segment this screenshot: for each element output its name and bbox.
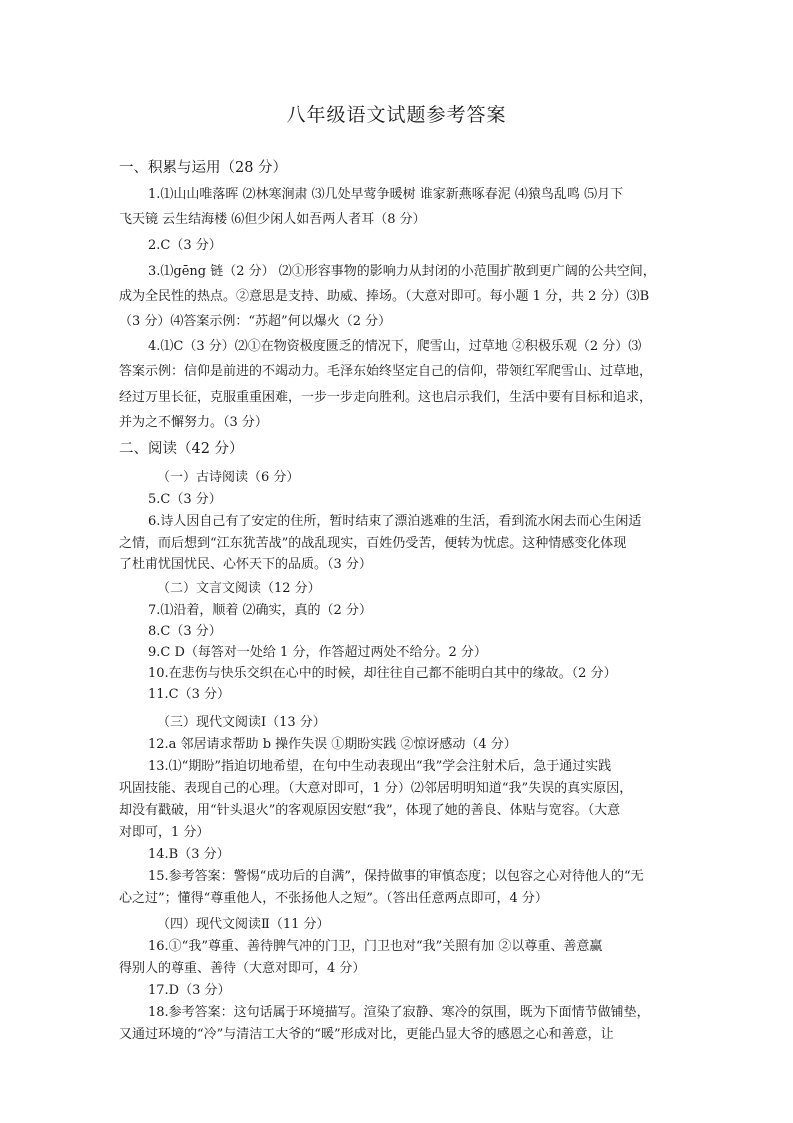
answer-line: （3 分）⑷答案示例：“苏超”何以爆火（2 分） bbox=[119, 314, 392, 329]
answer-line: 了杜甫忧国忧民、心怀天下的品质。（3 分） bbox=[119, 557, 372, 572]
subsection-heading: （三）现代文阅读Ⅰ（13 分） bbox=[157, 715, 326, 730]
answer-line: 巩固技能、表现自己的心理。（大意对即可，1 分）⑵邻居明明知道“我”失误的真实原因， bbox=[119, 781, 633, 796]
answer-line: 14.B（3 分） bbox=[148, 847, 230, 862]
answer-line: 4.⑴C（3 分）⑵①在物资极度匮乏的情况下，爬雪山，过草地 ②积极乐观（2 分）⑶ bbox=[148, 339, 642, 354]
answer-line: 16.①“我”尊重、善待脾气冲的门卫，门卫也对“我”关照有加 ②以尊重、善意赢 bbox=[148, 939, 603, 954]
subsection-heading: （一）古诗阅读（6 分） bbox=[157, 470, 300, 485]
answer-line: 得别人的尊重、善待（大意对即可，4 分） bbox=[119, 961, 366, 976]
answer-line: 并为之不懈努力。（3 分） bbox=[119, 415, 268, 430]
answer-line: 又通过环境的“冷”与清洁工大爷的“暖”形成对比，更能凸显大爷的感恩之心和善意，让 bbox=[119, 1027, 614, 1042]
answer-line: 13.⑴“期盼”指迫切地希望，在句中生动表现出“我”学会注射术后，急于通过实践 bbox=[148, 759, 612, 774]
answer-line: 15.参考答案：警惕“成功后的自满”，保持做事的审慎态度；以包容之心对待他人的“无 bbox=[148, 869, 644, 884]
page-title: 八年级语文试题参考答案 bbox=[286, 104, 507, 126]
section-heading: 一、积累与运用（28 分） bbox=[119, 160, 288, 176]
answer-line: 之情，而后想到“江东犹苦战”的战乱现实，百姓仍受苦，便转为忧虑。这种情感变化体现 bbox=[119, 536, 627, 551]
answer-line: 经过万里长征，克服重重困难，一步一步走向胜利。这也启示我们，生活中要有目标和追求， bbox=[119, 390, 653, 405]
answer-line: 对即可，1 分） bbox=[119, 825, 210, 840]
answer-line: 心之过”；懂得“尊重他人，不张扬他人之短”。（答出任意两点即可，4 分） bbox=[119, 891, 548, 906]
answer-line: 10.在悲伤与快乐交织在心中的时候，却往往自己都不能明白其中的缘故。（2 分） bbox=[148, 666, 617, 681]
section-heading: 二、阅读（42 分） bbox=[119, 441, 244, 457]
answer-line: 成为全民性的热点。②意思是支持、助威、捧场。（大意对即可。每小题 1 分，共 2 分）⑶B bbox=[119, 289, 650, 304]
answer-line: 7.⑴沿着，顺着 ⑵确实，真的（2 分） bbox=[148, 603, 372, 618]
subsection-heading: （四）现代文阅读Ⅱ（11 分） bbox=[157, 917, 330, 932]
answer-line: 12.a 邻居请求帮助 b 操作失误 ①期盼实践 ②惊讶感动（4 分） bbox=[148, 737, 517, 752]
subsection-heading: （二）文言文阅读（12 分） bbox=[157, 581, 321, 596]
answer-line: 6.诗人因自己有了安定的住所，暂时结束了漂泊逃难的生活，看到流水闲去而心生闲适 bbox=[148, 514, 642, 529]
answer-line: 11.C（3 分） bbox=[148, 687, 231, 702]
answer-line: 9.C D（每答对一处给 1 分，作答超过两处不给分。2 分） bbox=[148, 645, 487, 660]
answer-line: 飞天镜 云生结海楼 ⑹但少闲人如吾两人者耳（8 分） bbox=[119, 212, 426, 227]
answer-line: 2.C（3 分） bbox=[148, 238, 222, 253]
answer-line: 答案示例：信仰是前进的不竭动力。毛泽东始终坚定自己的信仰，带领红军爬雪山、过草地， bbox=[119, 364, 653, 379]
answer-line: 18.参考答案：这句话属于环境描写。渲染了寂静、寒冷的氛围，既为下面情节做铺垫， bbox=[148, 1005, 650, 1020]
answer-line: 1.⑴山山唯落晖 ⑵林寒涧肃 ⑶几处早莺争暖树 谁家新燕啄春泥 ⑷猿鸟乱鸣 ⑸月下 bbox=[148, 187, 624, 202]
answer-line: 8.C（3 分） bbox=[148, 624, 222, 639]
answer-line: 却没有戳破，用“针头退火”的客观原因安慰“我”，体现了她的善良、体贴与宽容。（大意 bbox=[119, 803, 621, 818]
answer-line: 5.C（3 分） bbox=[148, 492, 222, 507]
answer-line: 17.D（3 分） bbox=[148, 983, 231, 998]
answer-line: 3.⑴gēng 链（2 分） ⑵①形容事物的影响力从封闭的小范围扩散到更广阔的公共空间， bbox=[148, 264, 656, 279]
